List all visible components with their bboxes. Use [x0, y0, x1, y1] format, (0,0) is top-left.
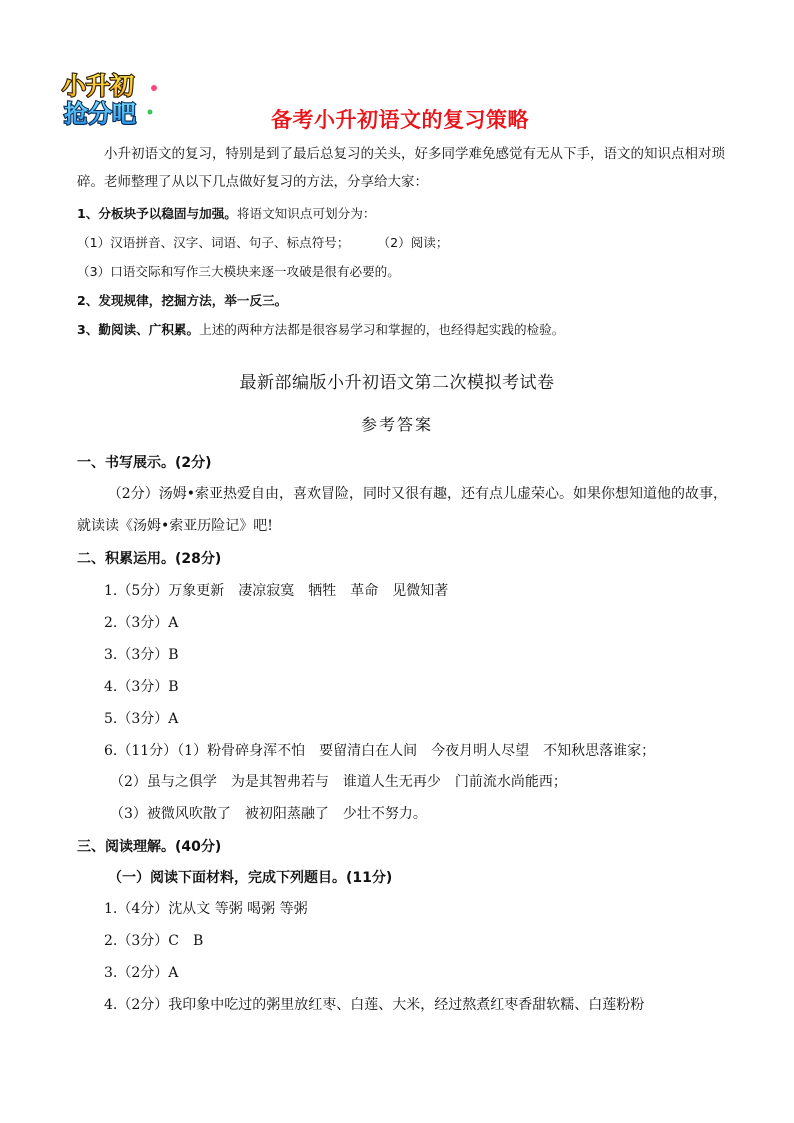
section-2-heading: 二、积累运用。(28分) — [77, 551, 222, 567]
tip-1-text: 将语文知识点可划分为： — [236, 206, 376, 221]
section-2-item: （2）虽与之俱学 为是其智弗若与 谁道人生无再少 门前流水尚能西； — [110, 774, 567, 790]
logo-dot — [148, 110, 153, 115]
section-3-item: 4.（2分）我印象中吃过的粥里放红枣、白莲、大米，经过熬煮红枣香甜软糯、白莲粉粉 — [104, 997, 645, 1013]
logo-line1: 小升初 — [62, 72, 134, 100]
tip-1-heading: 1、分板块予以稳固与加强。 — [77, 206, 237, 221]
logo-graphic — [54, 68, 162, 128]
xiaoshengchu-logo — [54, 68, 162, 128]
section-2-item: 3.（3分）B — [104, 647, 179, 663]
tip-2-heading: 2、发现规律，挖掘方法，举一反三。 — [77, 293, 288, 308]
section-1-body — [77, 478, 727, 542]
answer-title: 参考答案 — [360, 415, 433, 434]
tip-1 — [77, 204, 727, 224]
tip-2 — [77, 291, 727, 311]
tip-3-text: 上述的两种方法都是很容易学习和掌握的，也经得起实践的检验。 — [199, 322, 565, 337]
section-3-subheading: （一）阅读下面材料，完成下列题目。(11分) — [108, 870, 393, 886]
tip-1-item-a: （1）汉语拼音、汉字、词语、句子、标点符号； — [77, 235, 350, 250]
section-2-item: 1.（5分）万象更新 凄凉寂寞 牺牲 革命 见微知著 — [104, 583, 449, 599]
strategy-title: 备考小升初语文的复习策略 — [271, 108, 529, 132]
section-1-heading: 一、书写展示。(2分) — [77, 455, 212, 471]
tip-1-item-c: （3）口语交际和写作三大模块来逐一攻破是很有必要的。 — [77, 264, 400, 279]
section-2-item: 6.（11分）（1）粉骨碎身浑不怕 要留清白在人间 今夜月明人尽望 不知秋思落谁家； — [104, 743, 656, 759]
section-2-item: （3）被微风吹散了 被初阳蒸融了 少壮不努力。 — [110, 806, 427, 822]
section-2-item: 4.（3分）B — [104, 679, 179, 695]
section-3-item: 2.（3分）C B — [104, 933, 204, 949]
tip-1-items-row — [77, 233, 727, 253]
logo-line2: 抢分吧 — [64, 100, 136, 128]
section-3-item: 1.（4分）沈从文 等粥 喝粥 等粥 — [104, 901, 308, 917]
tip-1-item-b: （2）阅读； — [377, 235, 449, 250]
logo-dot — [151, 85, 157, 91]
strategy-intro — [77, 140, 727, 196]
section-2-item: 5.（3分）A — [104, 711, 179, 727]
section-2-item: 2.（3分）A — [104, 615, 179, 631]
section-1-text: （2分）汤姆•索亚热爱自由，喜欢冒险，同时又很有趣，还有点儿虚荣心。如果你想知道他的故事，就读读《汤姆•索亚历险记》吧! — [77, 486, 727, 534]
section-3-heading: 三、阅读理解。(40分) — [77, 839, 222, 855]
section-3-item: 3.（2分）A — [104, 965, 179, 981]
strategy-intro-text: 小升初语文的复习，特别是到了最后总复习的关头，好多同学难免感觉有无从下手，语文的知识点相对琐碎。老师整理了从以下几点做好复习的方法，分享给大家： — [77, 146, 725, 190]
tip-3-heading: 3、勤阅读、广积累。 — [77, 322, 200, 337]
exam-title: 最新部编版小升初语文第二次模拟考试卷 — [239, 373, 555, 393]
tip-3 — [77, 320, 727, 340]
